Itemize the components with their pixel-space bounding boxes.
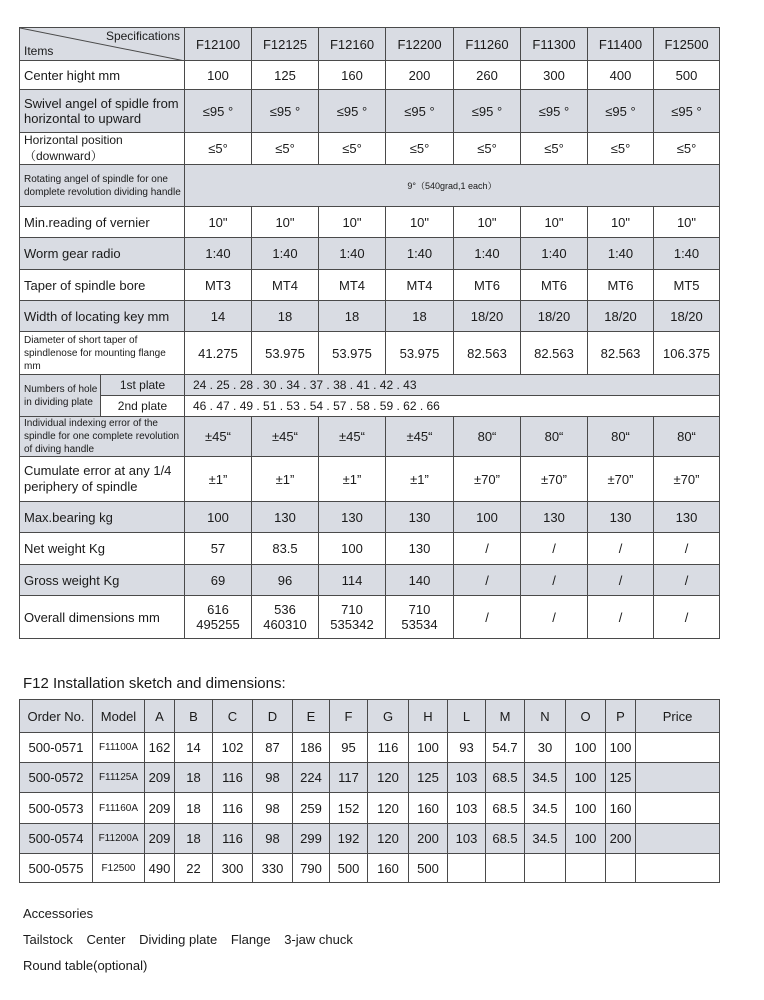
- spec-value: 130: [386, 502, 454, 533]
- spec-header-row: [20, 28, 720, 61]
- row-label: Worm gear radio: [20, 238, 185, 270]
- spec-value: 10": [654, 207, 720, 238]
- dim-header: D: [253, 700, 293, 733]
- spec-row-swivel-angle: [20, 90, 720, 133]
- spec-value: ≤95 °: [319, 90, 386, 133]
- dim-value: 490: [145, 854, 175, 883]
- spec-value: 616 495255: [185, 596, 252, 639]
- price-cell: [636, 763, 720, 793]
- dim-value: 68.5: [486, 793, 525, 824]
- spec-value: ±45“: [185, 417, 252, 457]
- dim-row: [20, 793, 720, 824]
- spec-value: 710 535342: [319, 596, 386, 639]
- spec-value: 100: [185, 502, 252, 533]
- spec-value: ≤95 °: [252, 90, 319, 133]
- spec-value: 14: [185, 301, 252, 332]
- spec-value: 100: [319, 533, 386, 565]
- spec-value: 106.375: [654, 332, 720, 375]
- dim-value: 125: [409, 763, 448, 793]
- dim-value: 116: [368, 733, 409, 763]
- spec-value: ≤5°: [319, 133, 386, 165]
- spec-value: MT3: [185, 270, 252, 301]
- accessory-item: Dividing plate: [139, 932, 218, 947]
- spec-value: ≤5°: [386, 133, 454, 165]
- spec-value: 80“: [521, 417, 588, 457]
- order-no: 500-0573: [20, 793, 93, 824]
- dim-value: 186: [293, 733, 330, 763]
- spec-value: 10": [521, 207, 588, 238]
- dim-value: 160: [409, 793, 448, 824]
- model-header: F12200: [386, 28, 454, 61]
- spec-value: ≤5°: [454, 133, 521, 165]
- spec-value: 82.563: [454, 332, 521, 375]
- spec-value: 80“: [588, 417, 654, 457]
- dim-value: [525, 854, 566, 883]
- dim-value: 192: [330, 824, 368, 854]
- row-label: Net weight Kg: [20, 533, 185, 565]
- spec-value: MT4: [252, 270, 319, 301]
- dim-header: F: [330, 700, 368, 733]
- spec-value: 1:40: [521, 238, 588, 270]
- dim-value: 100: [409, 733, 448, 763]
- spec-value: /: [654, 596, 720, 639]
- spec-value: ≤5°: [185, 133, 252, 165]
- spec-value: MT6: [588, 270, 654, 301]
- dim-value: 209: [145, 793, 175, 824]
- spec-value: 10": [386, 207, 454, 238]
- dimensions-table: [19, 699, 720, 883]
- dim-value: 209: [145, 763, 175, 793]
- dim-value: 103: [448, 793, 486, 824]
- spec-value: 18/20: [654, 301, 720, 332]
- dim-row: [20, 824, 720, 854]
- accessories-optional: Round table(optional): [23, 958, 148, 973]
- spec-value: 400: [588, 61, 654, 90]
- dim-value: 100: [566, 733, 606, 763]
- plate-name: 1st plate: [101, 375, 185, 396]
- plate-holes: 46 . 47 . 49 . 51 . 53 . 54 . 57 . 58 . 59 . 62 . 66: [185, 396, 720, 417]
- dim-value: 34.5: [525, 824, 566, 854]
- spec-value: 18: [386, 301, 454, 332]
- dim-header: P: [606, 700, 636, 733]
- spec-value: ±45“: [252, 417, 319, 457]
- spec-value: ≤95 °: [521, 90, 588, 133]
- accessories-list: [23, 932, 363, 947]
- dim-value: 98: [253, 793, 293, 824]
- price-cell: [636, 824, 720, 854]
- spec-value: ≤95 °: [454, 90, 521, 133]
- spec-value: 1:40: [588, 238, 654, 270]
- spec-value: 130: [588, 502, 654, 533]
- order-no: 500-0571: [20, 733, 93, 763]
- header-items-label: Items: [24, 44, 54, 58]
- dim-value: 68.5: [486, 824, 525, 854]
- dim-header: B: [175, 700, 213, 733]
- dim-value: 14: [175, 733, 213, 763]
- dim-header: M: [486, 700, 525, 733]
- spec-value: ±45“: [386, 417, 454, 457]
- spec-value: /: [654, 533, 720, 565]
- dim-value: 209: [145, 824, 175, 854]
- dim-value: 102: [213, 733, 253, 763]
- spec-row-center-height: [20, 61, 720, 90]
- dim-value: 34.5: [525, 793, 566, 824]
- dim-row: [20, 854, 720, 883]
- dim-value: 120: [368, 793, 409, 824]
- spec-value: MT4: [319, 270, 386, 301]
- spec-value: ≤95 °: [654, 90, 720, 133]
- spec-row-net-weight: [20, 533, 720, 565]
- dim-header: O: [566, 700, 606, 733]
- spec-value: 536 460310: [252, 596, 319, 639]
- dim-value: 100: [566, 763, 606, 793]
- dim-header-row: [20, 700, 720, 733]
- spec-value: 10": [252, 207, 319, 238]
- spec-value: 57: [185, 533, 252, 565]
- dim-header: C: [213, 700, 253, 733]
- spec-value: 300: [521, 61, 588, 90]
- row-label: Numbers of hole in dividing plate: [20, 375, 101, 417]
- model-header: F12500: [654, 28, 720, 61]
- dim-value: 18: [175, 824, 213, 854]
- dim-header: Model: [93, 700, 145, 733]
- spec-value: /: [454, 596, 521, 639]
- dim-value: 95: [330, 733, 368, 763]
- order-no: 500-0574: [20, 824, 93, 854]
- dim-value: 100: [566, 824, 606, 854]
- price-cell: [636, 793, 720, 824]
- dim-value: 790: [293, 854, 330, 883]
- dim-value: 93: [448, 733, 486, 763]
- spec-row-max-bearing: [20, 502, 720, 533]
- dim-value: 116: [213, 763, 253, 793]
- dim-header: G: [368, 700, 409, 733]
- row-label: Diameter of short taper of spindlenose for mounting flange mm: [20, 332, 185, 375]
- spec-value: MT5: [654, 270, 720, 301]
- spec-value: ≤5°: [654, 133, 720, 165]
- dim-header: Price: [636, 700, 720, 733]
- dim-value: 18: [175, 763, 213, 793]
- dim-value: 18: [175, 793, 213, 824]
- spec-value: 114: [319, 565, 386, 596]
- dim-value: 116: [213, 793, 253, 824]
- spec-value: ±1”: [252, 457, 319, 502]
- spec-row-vernier: [20, 207, 720, 238]
- plate-holes: 24 . 25 . 28 . 30 . 34 . 37 . 38 . 41 . 42 . 43: [185, 375, 720, 396]
- dim-value: 116: [213, 824, 253, 854]
- dim-value: 200: [409, 824, 448, 854]
- spec-value: 82.563: [588, 332, 654, 375]
- row-label: Max.bearing kg: [20, 502, 185, 533]
- row-label: Min.reading of vernier: [20, 207, 185, 238]
- spec-value: 160: [319, 61, 386, 90]
- spec-value: 53.975: [386, 332, 454, 375]
- row-label: Gross weight Kg: [20, 565, 185, 596]
- spec-value: 41.275: [185, 332, 252, 375]
- dim-value: 224: [293, 763, 330, 793]
- spec-value: 130: [319, 502, 386, 533]
- row-label: Width of locating key mm: [20, 301, 185, 332]
- dim-row: [20, 733, 720, 763]
- spec-value: 500: [654, 61, 720, 90]
- dim-value: 103: [448, 763, 486, 793]
- order-no: 500-0572: [20, 763, 93, 793]
- dim-value: 68.5: [486, 763, 525, 793]
- dim-value: 162: [145, 733, 175, 763]
- dim-value: 299: [293, 824, 330, 854]
- spec-value: ±1”: [386, 457, 454, 502]
- accessory-item: 3-jaw chuck: [284, 932, 353, 947]
- spec-value: 96: [252, 565, 319, 596]
- dim-header: Order No.: [20, 700, 93, 733]
- dim-value: 103: [448, 824, 486, 854]
- spec-value: /: [588, 596, 654, 639]
- model-cell: F11200A: [93, 824, 145, 854]
- spec-value: MT6: [521, 270, 588, 301]
- spec-value: 200: [386, 61, 454, 90]
- spec-row-overall-dimensions: [20, 596, 720, 639]
- model-header: F12125: [252, 28, 319, 61]
- row-label: Horizontal position（downward）: [20, 133, 185, 165]
- spec-value: 1:40: [654, 238, 720, 270]
- dim-row: [20, 763, 720, 793]
- spec-value: ±70”: [521, 457, 588, 502]
- model-header: F11300: [521, 28, 588, 61]
- model-cell: F11160A: [93, 793, 145, 824]
- spec-value: 125: [252, 61, 319, 90]
- spec-value: 83.5: [252, 533, 319, 565]
- dim-value: [486, 854, 525, 883]
- spec-value: ±45“: [319, 417, 386, 457]
- spec-value: 18/20: [588, 301, 654, 332]
- dim-header: L: [448, 700, 486, 733]
- spec-value: /: [521, 533, 588, 565]
- row-label: Cumulate error at any 1/4 periphery of spindle: [20, 457, 185, 502]
- accessory-item: Center: [86, 932, 126, 947]
- spec-value: ±1”: [185, 457, 252, 502]
- dim-value: 34.5: [525, 763, 566, 793]
- spec-value: 18: [252, 301, 319, 332]
- model-header: F11400: [588, 28, 654, 61]
- spec-value: 130: [654, 502, 720, 533]
- spec-value: /: [521, 596, 588, 639]
- dim-value: 54.7: [486, 733, 525, 763]
- dim-value: 500: [330, 854, 368, 883]
- dim-value: 259: [293, 793, 330, 824]
- spec-value: 140: [386, 565, 454, 596]
- spec-value: ≤5°: [521, 133, 588, 165]
- spec-row-indexing-error: [20, 417, 720, 457]
- spec-value: ≤5°: [588, 133, 654, 165]
- dim-value: 500: [409, 854, 448, 883]
- dim-value: 160: [606, 793, 636, 824]
- dim-value: 117: [330, 763, 368, 793]
- spec-value: 1:40: [454, 238, 521, 270]
- section-title: F12 Installation sketch and dimensions:: [23, 675, 286, 692]
- spec-value: /: [454, 565, 521, 596]
- spec-value: 130: [386, 533, 454, 565]
- spec-value: 18/20: [521, 301, 588, 332]
- spec-value: 18: [319, 301, 386, 332]
- spec-value: 100: [454, 502, 521, 533]
- dim-value: 100: [606, 733, 636, 763]
- spec-value: ≤95 °: [185, 90, 252, 133]
- spec-value: 1:40: [252, 238, 319, 270]
- row-label: Rotating angel of spindle for one domplete revolution dividing handle: [20, 165, 185, 207]
- accessory-item: Flange: [230, 932, 271, 947]
- row-label: Center hight mm: [20, 61, 185, 90]
- spec-value: /: [454, 533, 521, 565]
- model-cell: F11125A: [93, 763, 145, 793]
- spec-row-locating-key: [20, 301, 720, 332]
- spec-value: ≤95 °: [588, 90, 654, 133]
- dim-value: 100: [566, 793, 606, 824]
- spec-value: ±70”: [654, 457, 720, 502]
- spec-value: ≤95 °: [386, 90, 454, 133]
- spec-table: [19, 27, 720, 639]
- dim-value: 120: [368, 763, 409, 793]
- spec-value: 1:40: [386, 238, 454, 270]
- spec-value: 10": [319, 207, 386, 238]
- accessories-title: Accessories: [23, 906, 94, 921]
- dim-value: 22: [175, 854, 213, 883]
- spec-row-rotating-angle: [20, 165, 720, 207]
- spec-value: 53.975: [252, 332, 319, 375]
- spec-value: /: [588, 565, 654, 596]
- dim-header: E: [293, 700, 330, 733]
- model-cell: F11100A: [93, 733, 145, 763]
- dim-value: 330: [253, 854, 293, 883]
- accessory-item: Tailstock: [23, 932, 73, 947]
- spec-row-plate-1: [20, 375, 720, 396]
- spec-value: 1:40: [185, 238, 252, 270]
- dim-value: 87: [253, 733, 293, 763]
- spec-value: 69: [185, 565, 252, 596]
- spec-row-plate-2: [20, 396, 720, 417]
- model-cell: F12500: [93, 854, 145, 883]
- spec-value: 53.975: [319, 332, 386, 375]
- dim-value: [606, 854, 636, 883]
- spec-value: ±70”: [454, 457, 521, 502]
- spec-value: 710 53534: [386, 596, 454, 639]
- spec-value: MT6: [454, 270, 521, 301]
- spec-value: /: [588, 533, 654, 565]
- dim-value: 30: [525, 733, 566, 763]
- spec-value: 130: [521, 502, 588, 533]
- spec-value: 130: [252, 502, 319, 533]
- spec-value: 18/20: [454, 301, 521, 332]
- dim-value: 98: [253, 763, 293, 793]
- dim-value: 120: [368, 824, 409, 854]
- spec-row-taper-bore: [20, 270, 720, 301]
- dim-value: 200: [606, 824, 636, 854]
- dim-value: 152: [330, 793, 368, 824]
- row-label: Swivel angel of spidle from horizontal to upward: [20, 90, 185, 133]
- header-corner-cell: [20, 28, 185, 61]
- spec-value: 80“: [454, 417, 521, 457]
- header-spec-label: Specifications: [105, 29, 180, 43]
- spec-value: 260: [454, 61, 521, 90]
- spec-value: /: [521, 565, 588, 596]
- spec-value: 80“: [654, 417, 720, 457]
- spec-value: ≤5°: [252, 133, 319, 165]
- spec-value: 1:40: [319, 238, 386, 270]
- spec-value: MT4: [386, 270, 454, 301]
- spec-value: ±70”: [588, 457, 654, 502]
- spec-row-taper-diameter: [20, 332, 720, 375]
- dim-value: 160: [368, 854, 409, 883]
- model-header: F12100: [185, 28, 252, 61]
- row-label: Taper of spindle bore: [20, 270, 185, 301]
- dim-header: H: [409, 700, 448, 733]
- price-cell: [636, 733, 720, 763]
- model-header: F11260: [454, 28, 521, 61]
- dim-header: A: [145, 700, 175, 733]
- spec-row-horizontal-position: [20, 133, 720, 165]
- spec-value: 100: [185, 61, 252, 90]
- dim-value: [566, 854, 606, 883]
- spec-value: ±1”: [319, 457, 386, 502]
- model-header: F12160: [319, 28, 386, 61]
- spec-value: 82.563: [521, 332, 588, 375]
- spec-value: 10": [588, 207, 654, 238]
- spec-row-worm-gear: [20, 238, 720, 270]
- dim-value: 125: [606, 763, 636, 793]
- row-label: Individual indexing error of the spindle for one complete revolution of diving handle: [20, 417, 185, 457]
- spec-value: /: [654, 565, 720, 596]
- order-no: 500-0575: [20, 854, 93, 883]
- spec-value: 10": [185, 207, 252, 238]
- dim-value: [448, 854, 486, 883]
- row-label: Overall dimensions mm: [20, 596, 185, 639]
- spec-row-cumulate-error: [20, 457, 720, 502]
- spec-row-gross-weight: [20, 565, 720, 596]
- dim-value: 98: [253, 824, 293, 854]
- dim-value: 300: [213, 854, 253, 883]
- price-cell: [636, 854, 720, 883]
- plate-name: 2nd plate: [101, 396, 185, 417]
- spec-value: 10": [454, 207, 521, 238]
- dim-header: N: [525, 700, 566, 733]
- spec-merged-value: 9°（540grad,1 each）: [185, 165, 720, 207]
